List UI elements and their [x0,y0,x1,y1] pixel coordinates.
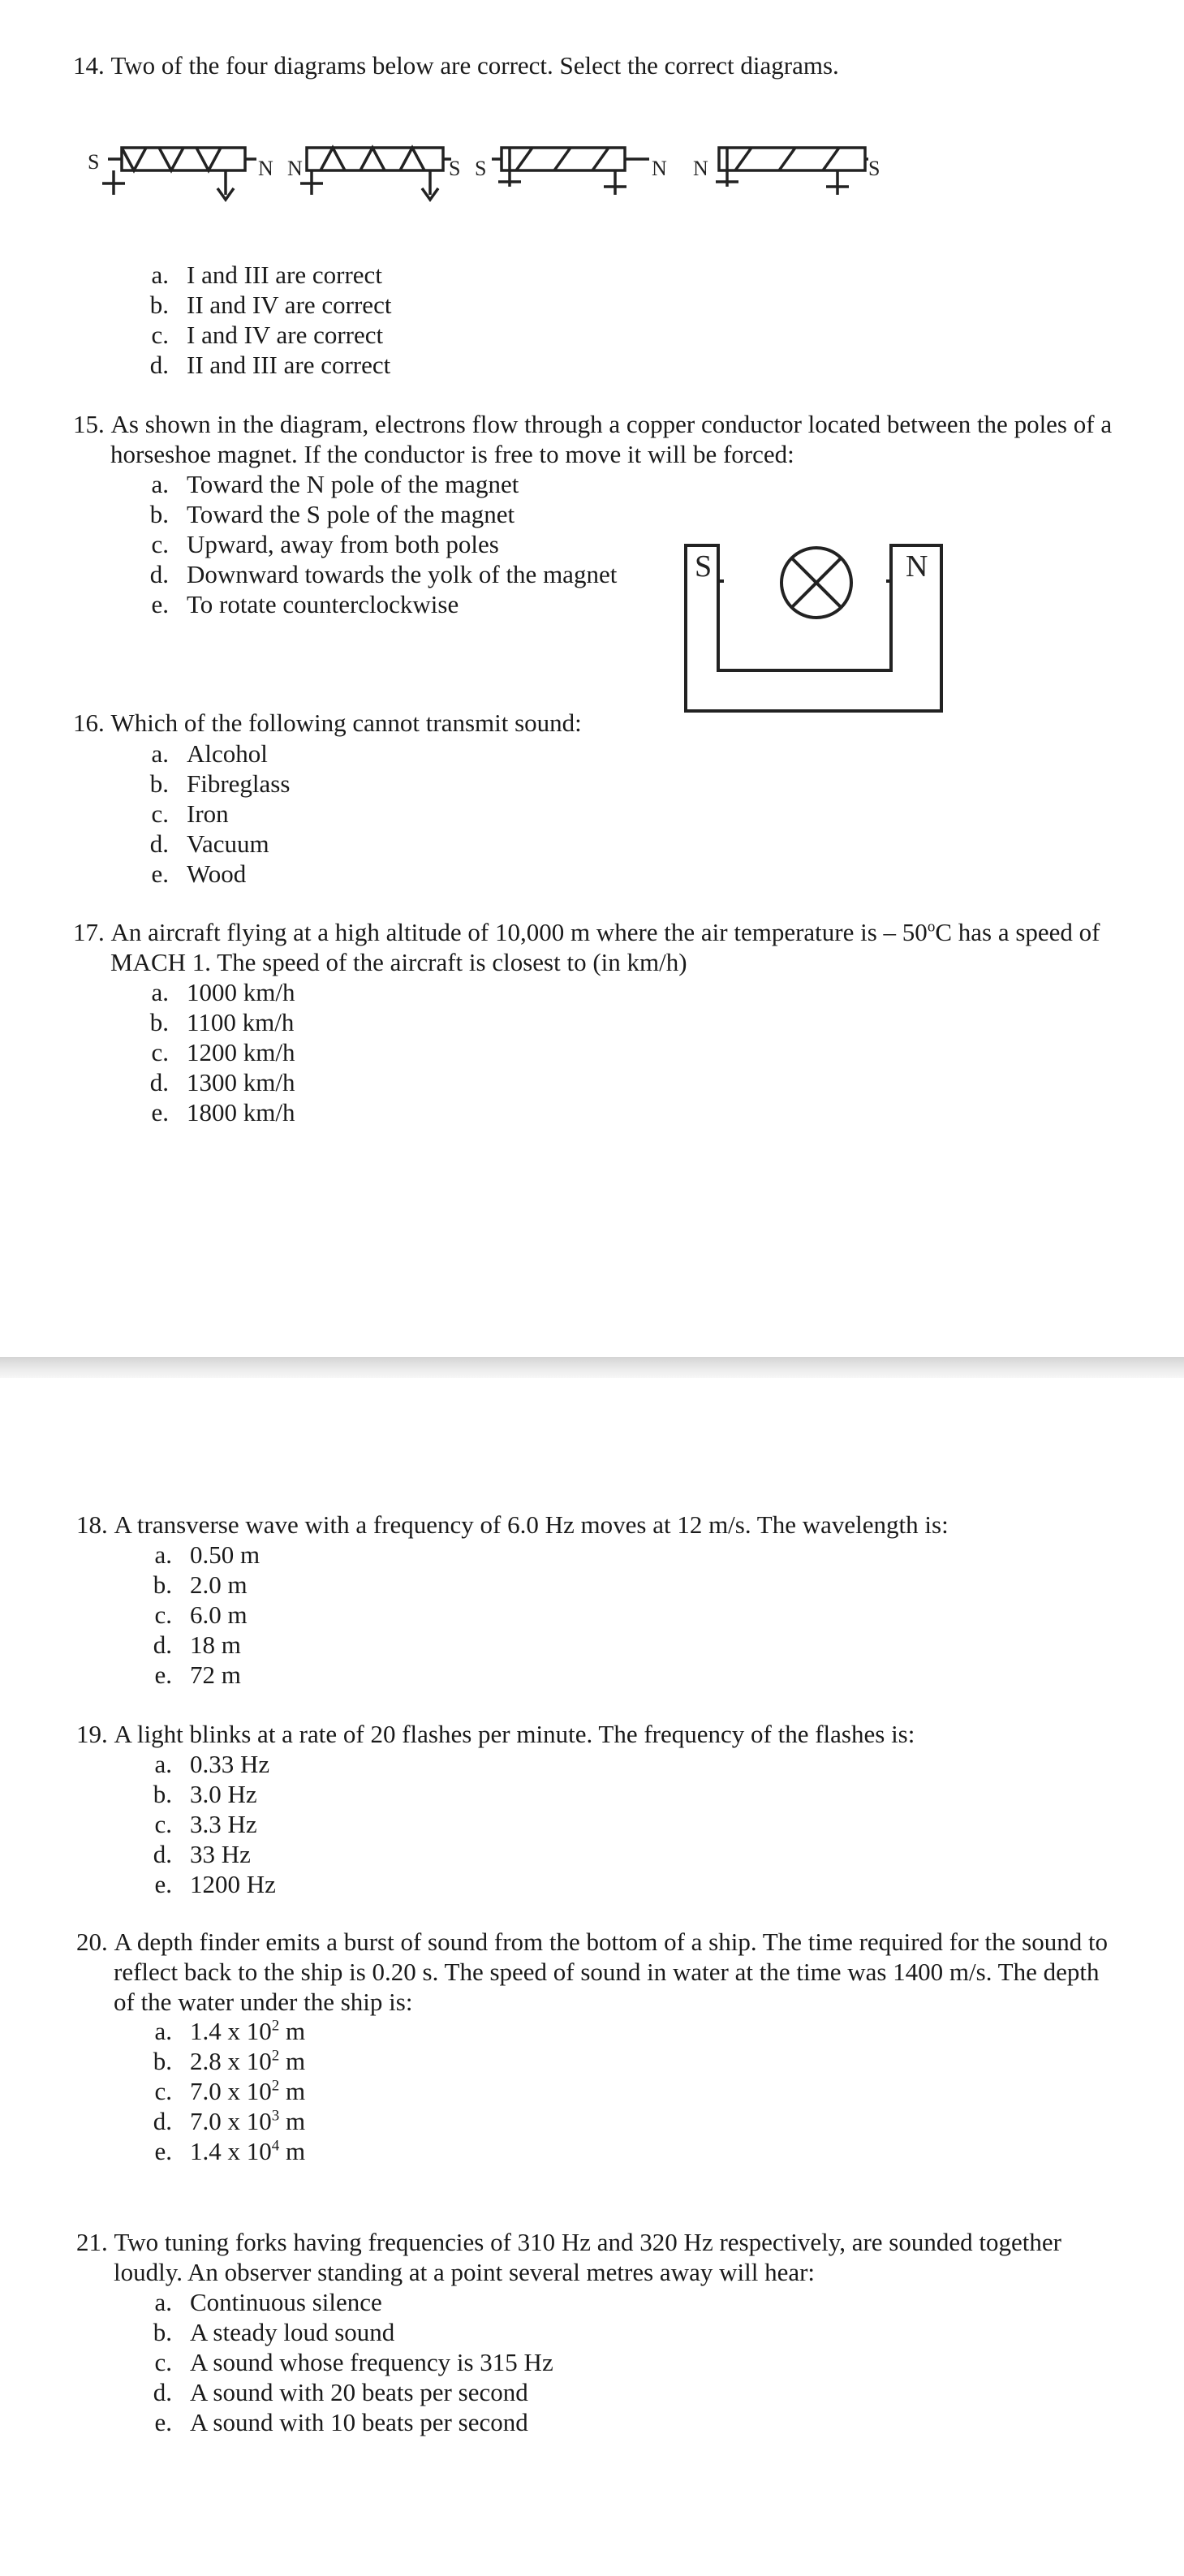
question-20 [76,1927,1123,2017]
solenoid-diagram-2 [300,148,451,200]
option-b[interactable]: b. A steady loud sound [153,2318,395,2346]
option-a[interactable]: a. 1000 km/h [151,978,295,1006]
option-c[interactable]: c. 3.3 Hz [154,1810,257,1838]
question-stem: 14. Two of the four diagrams below are correct. Select the correct diagrams. [73,51,839,80]
option-a[interactable]: a. 1.4 x $10^2$ m [154,2017,306,2045]
option-list [131,1749,276,1899]
option-list [128,469,617,619]
option-list [128,260,391,380]
question-21 [76,2227,1123,2287]
horseshoe-magnet-diagram [674,536,949,714]
question-16 [73,708,1120,738]
option-b[interactable]: b. 3.0 Hz [153,1780,257,1808]
option-b[interactable]: b. Fibreglass [149,769,291,798]
pole-label: S [868,157,880,180]
option-list [131,1540,260,1690]
option-d[interactable]: d. Downward towards the yolk of the magnet [149,560,618,588]
question-stem: 17. An aircraft flying at a high altitude of 10,000 m where the air temperature is – 50$^o$C has a speed of MACH 1. The speed of the aircraft is closest to (in km/h) [73,918,1100,976]
solenoid-diagram-1 [102,148,256,200]
question-stem: 19. A light blinks at a rate of 20 flashes per minute. The frequency of the flashes is: [76,1720,915,1748]
pole-label: N [652,157,667,180]
option-list [131,2287,553,2437]
question-stem: 15. As shown in the diagram, electrons flow through a copper conductor located between the poles of a horseshoe magnet. If the conductor is free to move it will be forced: [73,410,1113,468]
option-list [128,977,295,1127]
option-a[interactable]: a. Alcohol [151,739,268,768]
question-14 [73,50,1120,80]
option-e[interactable]: e. 1800 km/h [151,1098,295,1126]
question-stem: 18. A transverse wave with a frequency of 6.0 Hz moves at 12 m/s. The wavelength is: [76,1510,949,1539]
solenoid-diagrams [0,136,1184,226]
option-d[interactable]: d. A sound with 20 beats per second [153,2378,528,2406]
option-b[interactable]: b. 2.8 x $10^2$ m [153,2047,306,2075]
question-19 [76,1719,1123,1749]
pole-label: N [258,157,273,180]
pole-label: S [475,157,487,180]
page-divider [0,1357,1184,1378]
option-list [131,2016,305,2166]
pole-label: N [693,157,708,180]
option-a[interactable]: a. 0.50 m [154,1540,260,1569]
option-c[interactable]: c. A sound whose frequency is 315 Hz [154,2348,553,2376]
option-list [128,739,290,889]
pole-label: S [88,150,100,174]
option-e[interactable]: e. Wood [151,859,247,888]
option-c[interactable]: c. I and IV are correct [151,321,384,349]
option-c[interactable]: c. 7.0 x $10^2$ m [154,2077,306,2105]
option-e[interactable]: e. 72 m [154,1661,241,1689]
solenoid-diagram-4 [716,148,868,195]
option-a[interactable]: a. 0.33 Hz [154,1750,270,1778]
option-b[interactable]: b. Toward the S pole of the magnet [149,500,515,528]
option-b[interactable]: b. 1100 km/h [149,1008,295,1036]
question-14-options [128,260,391,380]
option-a[interactable]: a. Continuous silence [154,2288,382,2316]
question-stem: 20. A depth finder emits a burst of sound from the bottom of a ship. The time required for the sound to reflect back to the ship is 0.20 s. The speed of sound in water at the time was 1400 m/s. The depth of the water under the ship is: [76,1928,1109,2016]
option-c[interactable]: c. Iron [151,799,229,828]
question-20-options [131,2016,305,2166]
option-b[interactable]: b. 2.0 m [153,1570,248,1599]
question-15 [73,409,1120,469]
question-21-options [131,2287,553,2437]
pole-label: S [449,157,461,180]
magnet-pole-s: S [695,549,713,584]
question-18 [76,1510,1123,1540]
option-d[interactable]: d. Vacuum [149,829,269,858]
option-e[interactable]: e. 1200 Hz [154,1870,276,1898]
option-b[interactable]: b. II and IV are correct [149,291,392,319]
question-17 [73,917,1120,977]
option-a[interactable]: a. Toward the N pole of the magnet [151,470,519,498]
option-d[interactable]: d. 33 Hz [153,1840,251,1868]
solenoid-diagram-3 [492,148,649,195]
option-a[interactable]: a. I and III are correct [151,261,382,289]
option-d[interactable]: d. II and III are correct [149,351,391,379]
option-c[interactable]: c. Upward, away from both poles [151,530,499,558]
pole-label: N [287,157,303,180]
option-e[interactable]: e. To rotate counterclockwise [151,590,459,618]
question-19-options [131,1749,276,1899]
question-16-options [128,739,290,889]
option-c[interactable]: c. 1200 km/h [151,1038,295,1066]
option-e[interactable]: e. A sound with 10 beats per second [154,2408,528,2436]
question-17-options [128,977,295,1127]
option-d[interactable]: d. 1300 km/h [149,1068,295,1096]
question-stem: 16. Which of the following cannot transmit sound: [73,709,582,737]
question-18-options [131,1540,260,1690]
option-d[interactable]: d. 7.0 x $10^3$ m [153,2107,306,2135]
option-e[interactable]: e. 1.4 x $10^4$ m [154,2137,306,2165]
magnet-pole-n: N [906,549,928,584]
option-c[interactable]: c. 6.0 m [154,1600,248,1629]
question-stem: 21. Two tuning forks having frequencies of 310 Hz and 320 Hz respectively, are sounded together loudly. An observer standing at a point several metres away will hear: [76,2228,1061,2286]
option-d[interactable]: d. 18 m [153,1630,241,1659]
question-15-options [128,469,617,619]
